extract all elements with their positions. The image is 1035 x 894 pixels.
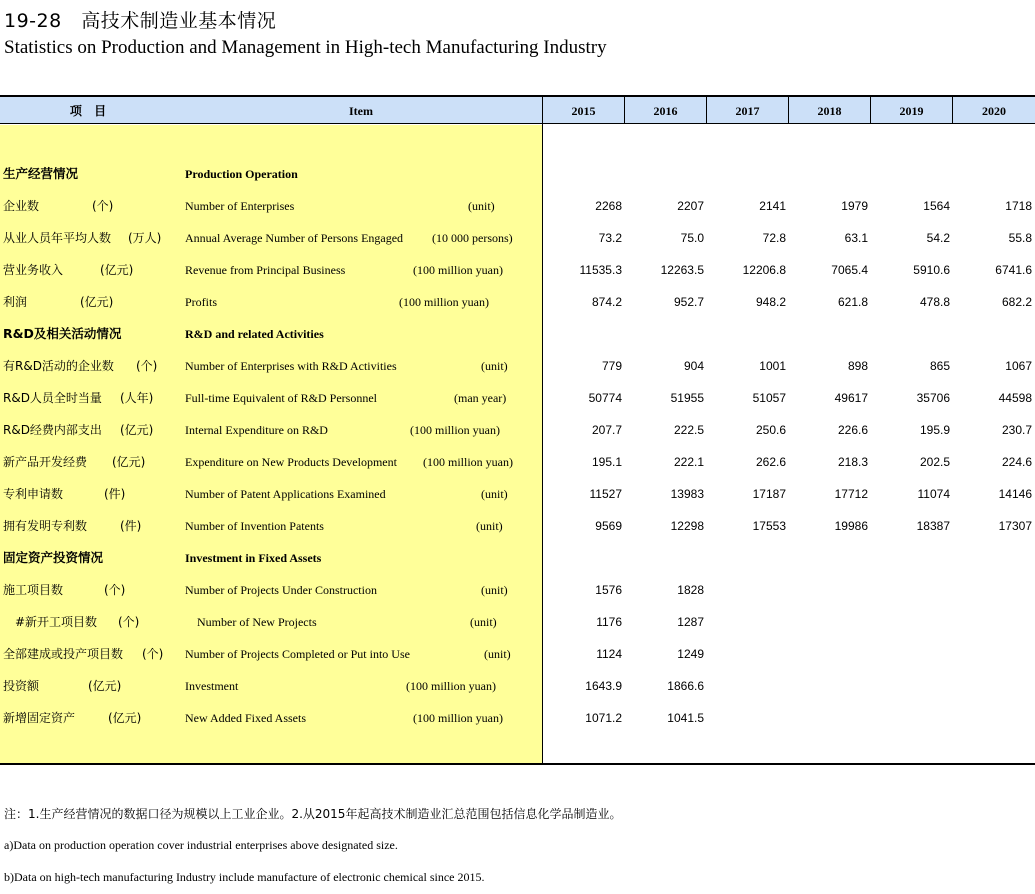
cell-2019: 478.8 (919, 295, 950, 309)
row-en-unit: (unit) (481, 359, 508, 373)
footnote-a: a)Data on production operation cover industrial enterprises above designated size. (4, 838, 398, 852)
row-en-label: Production Operation (185, 167, 298, 181)
row-en-label: Revenue from Principal Business (185, 263, 346, 277)
row-en-unit: (100 million yuan) (413, 711, 503, 725)
row-cn-label: R&D经费内部支出 (3, 423, 102, 437)
cell-2019: 1564 (923, 199, 950, 213)
table-bottom-border (0, 763, 1035, 765)
cell-2017: 250.6 (755, 423, 786, 437)
table-row (0, 190, 1035, 222)
row-cn-label: 新增固定资产 (3, 711, 76, 725)
row-cn-label: 新产品开发经费 (3, 455, 88, 469)
cell-2016: 51955 (670, 391, 704, 405)
header-year-2019: 2019 (870, 97, 952, 124)
row-cn-label: 营业务收入 (3, 263, 64, 277)
cell-2017: 17187 (752, 487, 786, 501)
cell-2016: 222.1 (673, 455, 704, 469)
cell-2017: 17553 (752, 519, 786, 533)
cell-2016: 12298 (670, 519, 704, 533)
row-en-label: Profits (185, 295, 218, 309)
row-cn-label: 全部建成或投产项目数 (3, 647, 124, 661)
cell-2015: 1071.2 (585, 711, 622, 725)
row-cn-label: R&D及相关活动情况 (3, 326, 122, 341)
row-en-label: Annual Average Number of Persons Engaged (185, 231, 404, 245)
row-cn-label: #新开工项目数 (15, 615, 98, 629)
row-cn-label: 从业人员年平均人数 (3, 231, 112, 245)
cell-2015: 2268 (595, 199, 622, 213)
row-cn-unit: (亿元) (120, 423, 154, 437)
cell-2015: 1643.9 (585, 679, 622, 693)
cell-2015: 9569 (595, 519, 622, 533)
cell-2018: 226.6 (837, 423, 868, 437)
cell-2016: 13983 (670, 487, 704, 501)
cell-2019: 5910.6 (913, 263, 950, 277)
cell-2017: 262.6 (755, 455, 786, 469)
header-item: Item (349, 104, 373, 118)
row-cn-unit: (件) (120, 519, 142, 533)
cell-2015: 73.2 (598, 231, 622, 245)
cell-2018: 17712 (834, 487, 868, 501)
header-xiangmu: 项 目 (69, 104, 111, 118)
cell-2020: 224.6 (1001, 455, 1032, 469)
cell-2016: 2207 (677, 199, 704, 213)
row-cn-unit: (个) (92, 199, 114, 213)
cell-2020: 6741.6 (995, 263, 1032, 277)
cell-2019: 54.2 (926, 231, 950, 245)
row-cn-unit: (个) (104, 583, 126, 597)
row-cn-unit: (个) (118, 615, 140, 629)
row-cn-unit: (亿元) (112, 455, 146, 469)
cell-2017: 12206.8 (742, 263, 786, 277)
row-en-unit: (unit) (476, 519, 503, 533)
cell-2018: 49617 (834, 391, 868, 405)
cell-2017: 948.2 (755, 295, 786, 309)
cell-2020: 55.8 (1008, 231, 1032, 245)
table-row (0, 350, 1035, 382)
cell-2019: 195.9 (919, 423, 950, 437)
cell-2018: 63.1 (844, 231, 868, 245)
row-cn-unit: (亿元) (100, 263, 134, 277)
header-year-2017: 2017 (706, 97, 788, 124)
row-cn-label: 利润 (3, 295, 28, 309)
table-row (0, 478, 1035, 510)
cell-2020: 1067 (1005, 359, 1032, 373)
cell-2019: 865 (929, 359, 950, 373)
row-en-unit: (100 million yuan) (399, 295, 489, 309)
row-cn-label: 企业数 (3, 199, 40, 213)
page-title-en: Statistics on Production and Management in High-tech Manufacturing Industry (4, 37, 607, 58)
row-cn-unit: (件) (104, 487, 126, 501)
cell-2019: 18387 (916, 519, 950, 533)
header-year-2020: 2020 (952, 97, 1035, 124)
row-en-label: Number of Projects Under Construction (185, 583, 377, 597)
cell-2018: 19986 (834, 519, 868, 533)
cell-2020: 682.2 (1001, 295, 1032, 309)
cell-2018: 898 (847, 359, 868, 373)
cell-2020: 44598 (998, 391, 1032, 405)
cell-2015: 1576 (595, 583, 622, 597)
cell-2016: 75.0 (680, 231, 704, 245)
section-rd-activities (0, 318, 1035, 350)
row-en-label: Number of Patent Applications Examined (185, 487, 386, 501)
row-en-label: Number of Enterprises with R&D Activities (185, 359, 397, 373)
cell-2016: 222.5 (673, 423, 704, 437)
row-en-label: New Added Fixed Assets (185, 711, 306, 725)
cell-2015: 1124 (596, 647, 622, 661)
section-fixed-assets (0, 542, 1035, 574)
row-en-label: Investment (185, 679, 239, 693)
row-en-label: R&D and related Activities (185, 327, 324, 341)
table-row (0, 286, 1035, 318)
cell-2016: 1287 (677, 615, 704, 629)
table-row (0, 574, 1035, 606)
row-cn-label: R&D人员全时当量 (3, 391, 102, 405)
statistics-table (0, 95, 1035, 765)
row-cn-label: 拥有发明专利数 (3, 519, 88, 533)
cell-2017: 72.8 (762, 231, 786, 245)
row-cn-label: 固定资产投资情况 (3, 550, 104, 565)
row-cn-unit: (人年) (120, 391, 154, 405)
row-cn-unit: (亿元) (80, 295, 114, 309)
cell-2015: 779 (601, 359, 622, 373)
row-cn-label: 有R&D活动的企业数 (3, 359, 114, 373)
row-cn-unit: (万人) (128, 231, 162, 245)
cell-2017: 1001 (759, 359, 786, 373)
row-en-unit: (unit) (470, 615, 497, 629)
row-cn-label: 施工项目数 (3, 583, 64, 597)
table-row (0, 382, 1035, 414)
cell-2016: 904 (683, 359, 704, 373)
row-en-label: Number of Projects Completed or Put into Use (185, 647, 410, 661)
cell-2018: 1979 (841, 199, 868, 213)
row-cn-unit: (亿元) (88, 679, 122, 693)
cell-2019: 202.5 (919, 455, 950, 469)
cell-2015: 50774 (588, 391, 622, 405)
row-en-label: Number of Invention Patents (185, 519, 324, 533)
row-en-label: Number of New Projects (197, 615, 317, 629)
cell-2018: 218.3 (837, 455, 868, 469)
row-cn-label: 生产经营情况 (3, 166, 79, 181)
cell-2015: 195.1 (591, 455, 622, 469)
cell-2017: 2141 (759, 199, 786, 213)
table-row (0, 222, 1035, 254)
table-row (0, 670, 1035, 702)
row-cn-unit: (个) (142, 647, 164, 661)
cell-2016: 1249 (677, 647, 704, 661)
row-cn-label: 专利申请数 (3, 487, 64, 501)
row-en-label: Full-time Equivalent of R&D Personnel (185, 391, 377, 405)
cell-2015: 11535.3 (579, 263, 622, 277)
cell-2016: 1866.6 (667, 679, 704, 693)
row-en-unit: (unit) (481, 487, 508, 501)
row-cn-label: 投资额 (3, 679, 40, 693)
table-row (0, 606, 1035, 638)
header-year-2015: 2015 (542, 97, 624, 124)
cell-2016: 952.7 (673, 295, 704, 309)
footnote-b: b)Data on high-tech manufacturing Industry include manufacture of electronic chemical since 2015. (4, 870, 485, 884)
row-en-label: Number of Enterprises (185, 199, 295, 213)
header-year-2016: 2016 (624, 97, 706, 124)
cell-2019: 11074 (917, 487, 950, 501)
cell-2016: 12263.5 (660, 263, 704, 277)
cell-2017: 51057 (752, 391, 786, 405)
row-en-unit: (unit) (468, 199, 495, 213)
table-row (0, 638, 1035, 670)
row-cn-unit: (亿元) (108, 711, 142, 725)
cell-2020: 14146 (998, 487, 1032, 501)
cell-2020: 17307 (998, 519, 1032, 533)
row-en-unit: (man year) (454, 391, 507, 405)
table-row (0, 510, 1035, 542)
cell-2015: 1176 (596, 615, 622, 629)
table-row (0, 414, 1035, 446)
cell-2020: 1718 (1005, 199, 1032, 213)
row-en-unit: (100 million yuan) (423, 455, 513, 469)
row-en-unit: (100 million yuan) (406, 679, 496, 693)
row-en-label: Investment in Fixed Assets (185, 551, 322, 565)
page-title-cn: 19-28 高技术制造业基本情况 (4, 10, 277, 32)
cell-2016: 1041.5 (667, 711, 704, 725)
table-row (0, 446, 1035, 478)
cell-2019: 35706 (916, 391, 950, 405)
section-production-operation (0, 158, 1035, 190)
header-year-2018: 2018 (788, 97, 870, 124)
row-en-unit: (100 million yuan) (410, 423, 500, 437)
cell-2016: 1828 (677, 583, 704, 597)
cell-2018: 7065.4 (831, 263, 868, 277)
row-en-unit: (unit) (481, 583, 508, 597)
row-en-unit: (100 million yuan) (413, 263, 503, 277)
row-cn-unit: (个) (136, 359, 158, 373)
table-header (0, 95, 1035, 124)
cell-2015: 207.7 (591, 423, 622, 437)
table-row (0, 702, 1035, 734)
row-en-label: Internal Expenditure on R&D (185, 423, 328, 437)
table-row (0, 254, 1035, 286)
row-en-unit: (unit) (484, 647, 511, 661)
footnote-cn: 注：1.生产经营情况的数据口径为规模以上工业企业。2.从2015年起高技术制造业汇总范围包括信息化学品制造业。 (4, 807, 622, 821)
cell-2018: 621.8 (837, 295, 868, 309)
row-en-label: Expenditure on New Products Development (185, 455, 397, 469)
row-en-unit: (10 000 persons) (432, 231, 513, 245)
cell-2015: 11527 (589, 487, 622, 501)
cell-2015: 874.2 (591, 295, 622, 309)
cell-2020: 230.7 (1001, 423, 1032, 437)
